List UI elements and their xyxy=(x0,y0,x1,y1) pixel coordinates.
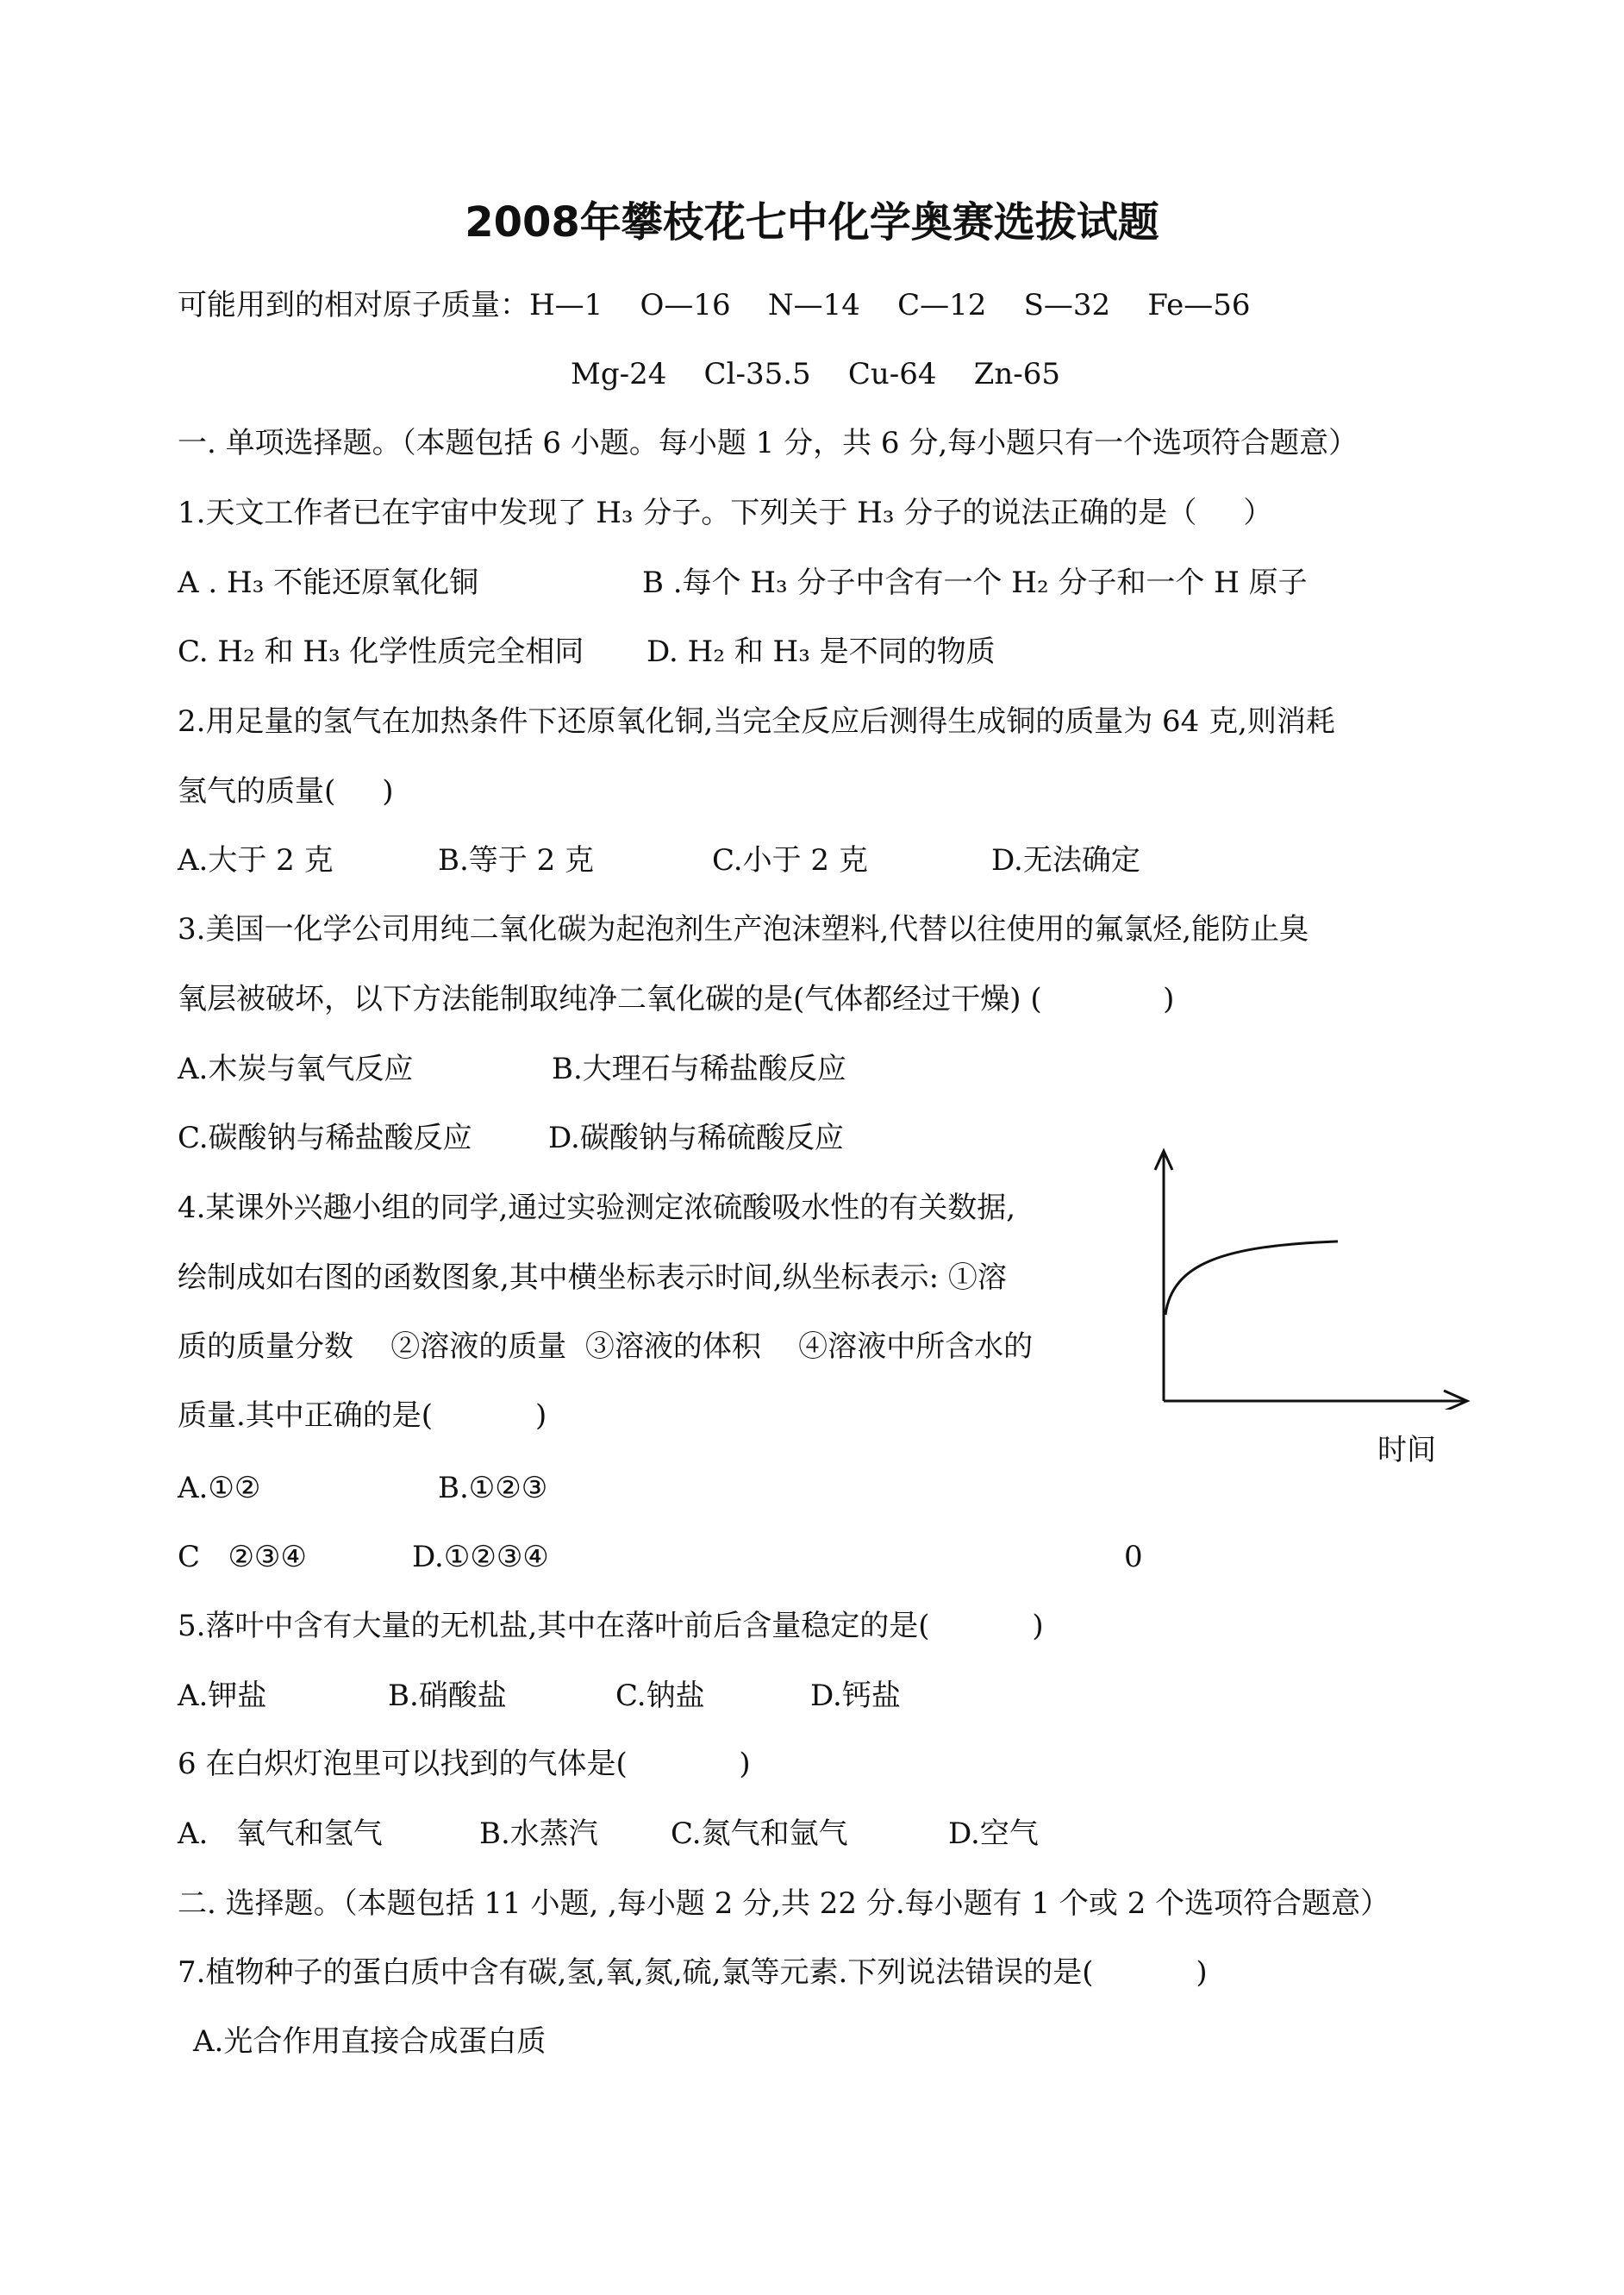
graph-x-label: 时间 xyxy=(1377,1433,1436,1467)
question-4-option-b: B.①②③ xyxy=(438,1471,548,1505)
question-3-stem-line-2: 氧层被破坏，以下方法能制取纯净二氧化碳的是(气体都经过干燥) ( ) xyxy=(178,982,1175,1016)
question-4-stem-line-1: 4.某课外兴趣小组的同学,通过实验测定浓硫酸吸水性的有关数据, xyxy=(178,1191,1016,1225)
question-2-stem-line-1: 2.用足量的氢气在加热条件下还原氧化铜,当完全反应后测得生成铜的质量为 64 克,则消耗 xyxy=(178,704,1335,739)
question-2-option-c: C.小于 2 克 xyxy=(712,843,868,878)
question-6-option-c: C.氮气和氩气 xyxy=(671,1817,848,1851)
question-4-stem-line-2: 绘制成如右图的函数图象,其中横坐标表示时间,纵坐标表示: ①溶 xyxy=(178,1260,1007,1295)
question-3-stem-line-1: 3.美国一化学公司用纯二氧化碳为起泡剂生产泡沫塑料,代替以往使用的氟氯烃,能防止臭 xyxy=(178,912,1309,947)
question-4-stem-line-4: 质量.其中正确的是( ) xyxy=(178,1398,547,1433)
question-4-graph xyxy=(1138,1142,1474,1410)
question-5-option-c: C.钠盐 xyxy=(615,1679,705,1713)
atomic-masses-line-2: Mg-24 Cl-35.5 Cu-64 Zn-65 xyxy=(571,357,1061,391)
question-7-option-a: A.光合作用直接合成蛋白质 xyxy=(193,2024,547,2059)
question-2-option-a: A.大于 2 克 xyxy=(178,843,334,878)
question-1-option-a: A . H₃ 不能还原氧化铜 xyxy=(178,566,479,600)
question-4-option-c: C ②③④ xyxy=(178,1540,307,1574)
graph-curve xyxy=(1165,1241,1338,1315)
question-2-option-d: D.无法确定 xyxy=(991,843,1140,878)
graph-origin-label: 0 xyxy=(1124,1540,1143,1574)
question-3-option-c: C.碳酸钠与稀盐酸反应 xyxy=(178,1121,472,1155)
question-6-option-d: D.空气 xyxy=(948,1817,1039,1851)
question-2-option-b: B.等于 2 克 xyxy=(438,843,595,878)
question-5-stem: 5.落叶中含有大量的无机盐,其中在落叶前后含量稳定的是( ) xyxy=(178,1609,1044,1643)
atomic-masses-line-1: 可能用到的相对原子质量：H—1 O—16 N—14 C—12 S—32 Fe—56 xyxy=(178,288,1251,322)
question-6-stem: 6 在白炽灯泡里可以找到的气体是( ) xyxy=(178,1747,751,1781)
question-1-option-b: B .每个 H₃ 分子中含有一个 H₂ 分子和一个 H 原子 xyxy=(642,566,1308,600)
question-4-stem-line-3: 质的质量分数 ②溶液的质量 ③溶液的体积 ④溶液中所含水的 xyxy=(178,1329,1034,1364)
question-5-option-d: D.钙盐 xyxy=(810,1679,901,1713)
question-3-option-a: A.木炭与氧气反应 xyxy=(178,1052,414,1086)
question-2-stem-line-2: 氢气的质量( ) xyxy=(178,774,394,809)
section-2-header: 二. 选择题。（本题包括 11 小题, ,每小题 2 分,共 22 分.每小题有 1 个或 2 个选项符合题意） xyxy=(178,1886,1390,1921)
question-6-option-a: A. 氧气和氢气 xyxy=(178,1817,383,1851)
question-6-option-b: B.水蒸汽 xyxy=(479,1817,598,1851)
section-1-header: 一. 单项选择题。（本题包括 6 小题。每小题 1 分，共 6 分,每小题只有一个选项符合题意） xyxy=(178,426,1359,460)
question-5-option-b: B.硝酸盐 xyxy=(388,1679,507,1713)
question-4-option-d: D.①②③④ xyxy=(412,1540,549,1574)
question-1-option-d: D. H₂ 和 H₃ 是不同的物质 xyxy=(646,635,996,669)
question-3-option-d: D.碳酸钠与稀硫酸反应 xyxy=(548,1121,844,1155)
question-1-option-c: C. H₂ 和 H₃ 化学性质完全相同 xyxy=(178,635,584,669)
question-3-option-b: B.大理石与稀盐酸反应 xyxy=(552,1052,846,1086)
exam-title: 2008年攀枝花七中化学奥赛选拔试题 xyxy=(465,198,1159,247)
question-4-option-a: A.①② xyxy=(178,1471,261,1505)
question-1-stem: 1.天文工作者已在宇宙中发现了 H₃ 分子。下列关于 H₃ 分子的说法正确的是（ ） xyxy=(178,496,1273,530)
question-7-stem: 7.植物种子的蛋白质中含有碳,氢,氧,氮,硫,氯等元素.下列说法错误的是( ) xyxy=(178,1955,1208,1990)
question-5-option-a: A.钾盐 xyxy=(178,1679,267,1713)
